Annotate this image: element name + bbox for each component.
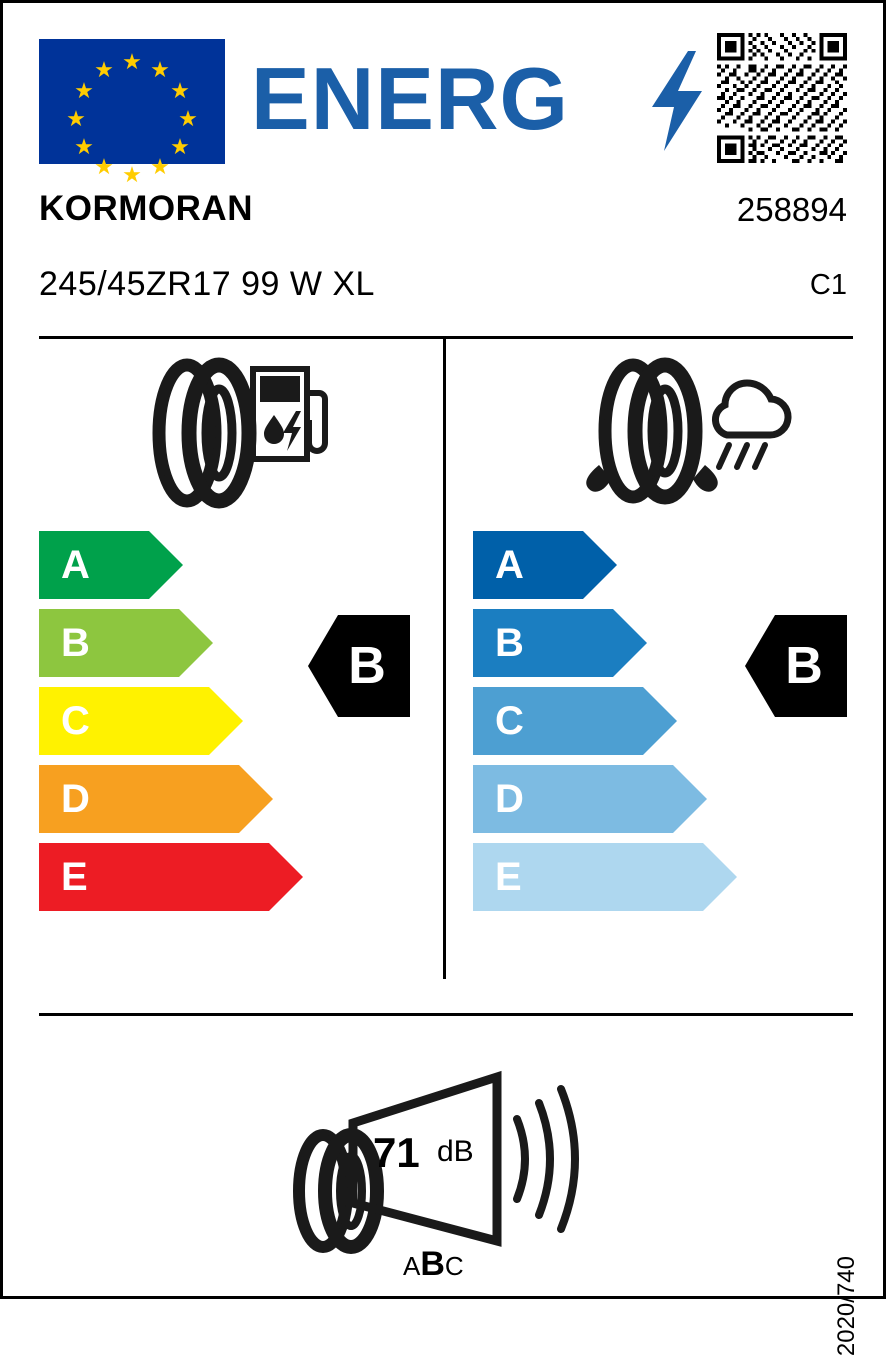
noise-value: 71 <box>373 1129 420 1176</box>
grip-grade-d <box>473 765 737 843</box>
grip-grade-b <box>473 609 737 687</box>
lightning-bolt-icon <box>648 51 704 151</box>
noise-section <box>3 1033 883 1283</box>
pictogram-row <box>3 343 883 523</box>
grip-grade-b-label: B <box>473 609 613 677</box>
divider-bottom <box>39 1013 853 1016</box>
result-arrow-tip <box>308 615 338 717</box>
noise-class-c: C <box>444 1251 464 1281</box>
fuel-efficiency-scale <box>39 531 303 921</box>
energy-wordmark: ENERG <box>251 49 569 148</box>
tyre-fuel-pump-icon <box>131 353 331 513</box>
brand-row <box>3 189 883 255</box>
noise-class-indicator <box>403 1245 464 1284</box>
grip-grade-a <box>473 531 737 609</box>
fuel-efficiency-result-label: B <box>338 615 410 717</box>
brand-name: KORMORAN <box>39 189 253 228</box>
noise-class-a: A <box>403 1251 421 1281</box>
fuel-grade-c-label: C <box>39 687 209 755</box>
grip-grade-c-label: C <box>473 687 643 755</box>
result-arrow-tip <box>745 615 775 717</box>
fuel-grade-c <box>39 687 303 765</box>
wet-grip-result <box>745 615 847 717</box>
grip-grade-a-label: A <box>473 531 583 599</box>
divider-top <box>39 336 853 339</box>
wet-grip-result-label: B <box>775 615 847 717</box>
fuel-grade-e-label: E <box>39 843 269 911</box>
qr-code-icon <box>717 33 847 163</box>
grip-grade-e <box>473 843 737 921</box>
tyre-class: C1 <box>809 269 847 301</box>
grip-grade-d-label: D <box>473 765 673 833</box>
fuel-efficiency-result <box>308 615 410 717</box>
noise-unit: dB <box>437 1135 474 1168</box>
article-code: 258894 <box>736 191 847 228</box>
fuel-grade-d-label: D <box>39 765 239 833</box>
fuel-grade-e <box>39 843 303 921</box>
fuel-grade-d <box>39 765 303 843</box>
noise-pictogram-group <box>285 1051 605 1281</box>
noise-class-b: B <box>420 1245 445 1283</box>
tyre-size: 245/45ZR17 99 W XL <box>39 265 375 303</box>
eu-flag-icon: ★ ★ ★ ★ ★ ★ ★ ★ ★ ★ ★ ★ <box>39 39 225 164</box>
tyre-rain-cloud-icon <box>563 353 793 513</box>
wet-grip-scale <box>473 531 737 921</box>
size-row <box>3 265 883 323</box>
grip-grade-c <box>473 687 737 765</box>
fuel-grade-b-label: B <box>39 609 179 677</box>
date-code: 2020/740 <box>833 1256 860 1356</box>
fuel-grade-a <box>39 531 303 609</box>
fuel-grade-a-label: A <box>39 531 149 599</box>
grip-grade-e-label: E <box>473 843 703 911</box>
fuel-grade-b <box>39 609 303 687</box>
label-header <box>3 3 883 187</box>
